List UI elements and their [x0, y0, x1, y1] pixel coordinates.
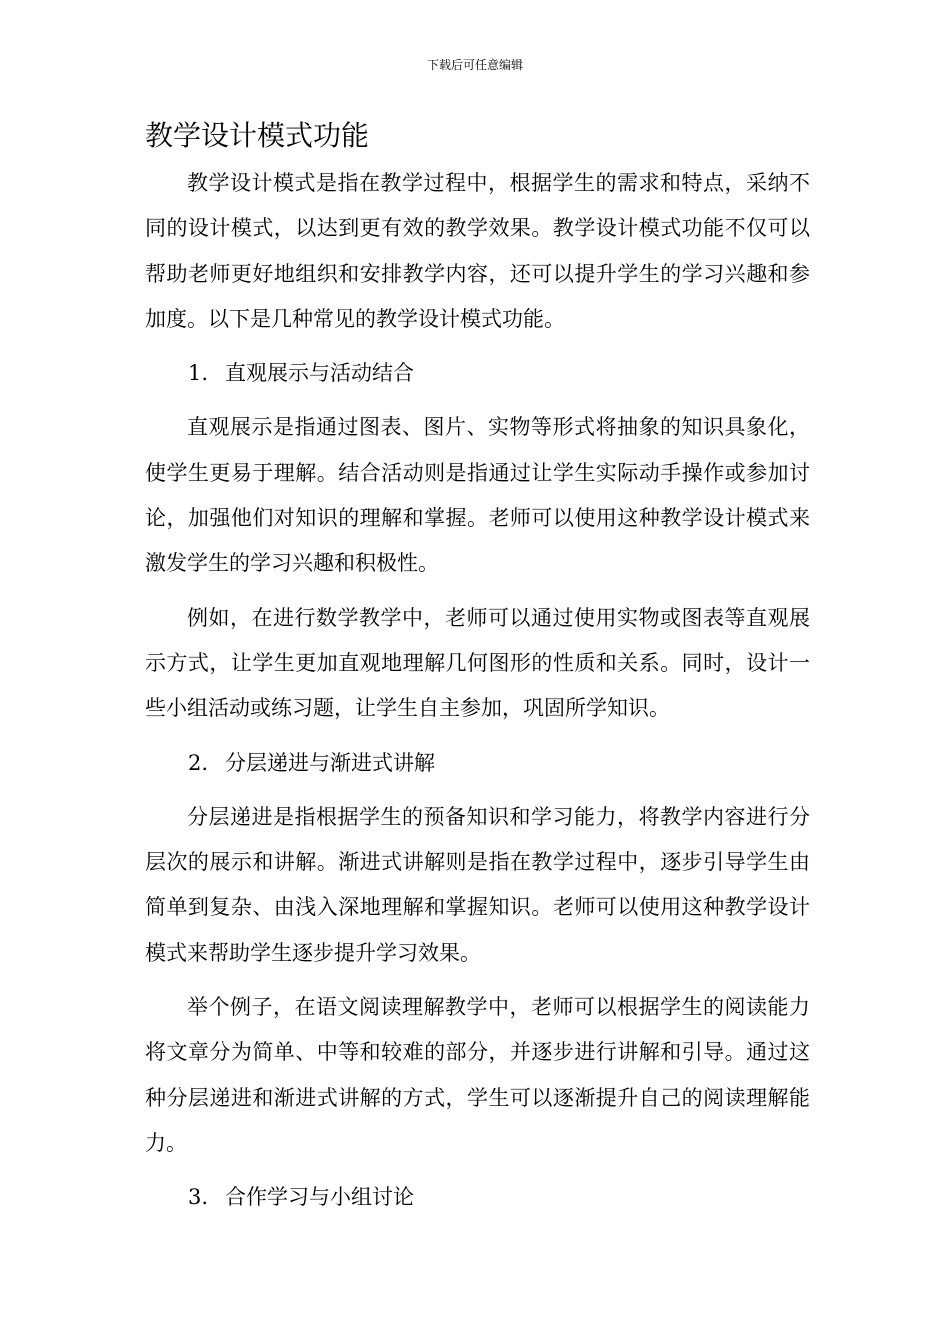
- section-heading: [145, 1175, 810, 1220]
- section-heading-text: 合作学习与小组讨论: [225, 1185, 414, 1210]
- section-heading-text: 分层递进与渐进式讲解: [225, 750, 435, 775]
- section-heading-text: 直观展示与活动结合: [225, 361, 414, 386]
- paragraph: 直观展示是指通过图表、图片、实物等形式将抽象的知识具象化，使学生更易于理解。结合活动则是指通过让学生实际动手操作或参加讨论，加强他们对知识的理解和掌握。老师可以使用这种教学设计模式来激发学生的学习兴趣和积极性。: [145, 415, 810, 576]
- document-body: [145, 161, 810, 1230]
- section-number: 3.: [188, 1185, 209, 1210]
- paragraph: 分层递进是指根据学生的预备知识和学习能力，将教学内容进行分层次的展示和讲解。渐进式讲解则是指在教学过程中，逐步引导学生由简单到复杂、由浅入深地理解和掌握知识。老师可以使用这种教学设计模式来帮助学生逐步提升学习效果。: [145, 804, 810, 965]
- section-heading: [145, 351, 810, 396]
- paragraph: 教学设计模式是指在教学过程中，根据学生的需求和特点，采纳不同的设计模式，以达到更有效的教学效果。教学设计模式功能不仅可以帮助老师更好地组织和安排教学内容，还可以提升学生的学习兴趣和参加度。以下是几种常见的教学设计模式功能。: [145, 171, 810, 331]
- document-title: 教学设计模式功能: [145, 120, 370, 151]
- header-note: 下载后可任意编辑: [426, 58, 523, 72]
- section-number: 2.: [188, 750, 209, 775]
- section-number: 1.: [188, 361, 209, 386]
- paragraph: 举个例子，在语文阅读理解教学中，老师可以根据学生的阅读能力将文章分为简单、中等和较难的部分，并逐步进行讲解和引导。通过这种分层递进和渐进式讲解的方式，学生可以逐渐提升自己的阅读理解能力。: [145, 995, 810, 1155]
- paragraph: 例如，在进行数学教学中，老师可以通过使用实物或图表等直观展示方式，让学生更加直观地理解几何图形的性质和关系。同时，设计一些小组活动或练习题，让学生自主参加，巩固所学知识。: [145, 605, 810, 721]
- section-heading: [145, 741, 810, 786]
